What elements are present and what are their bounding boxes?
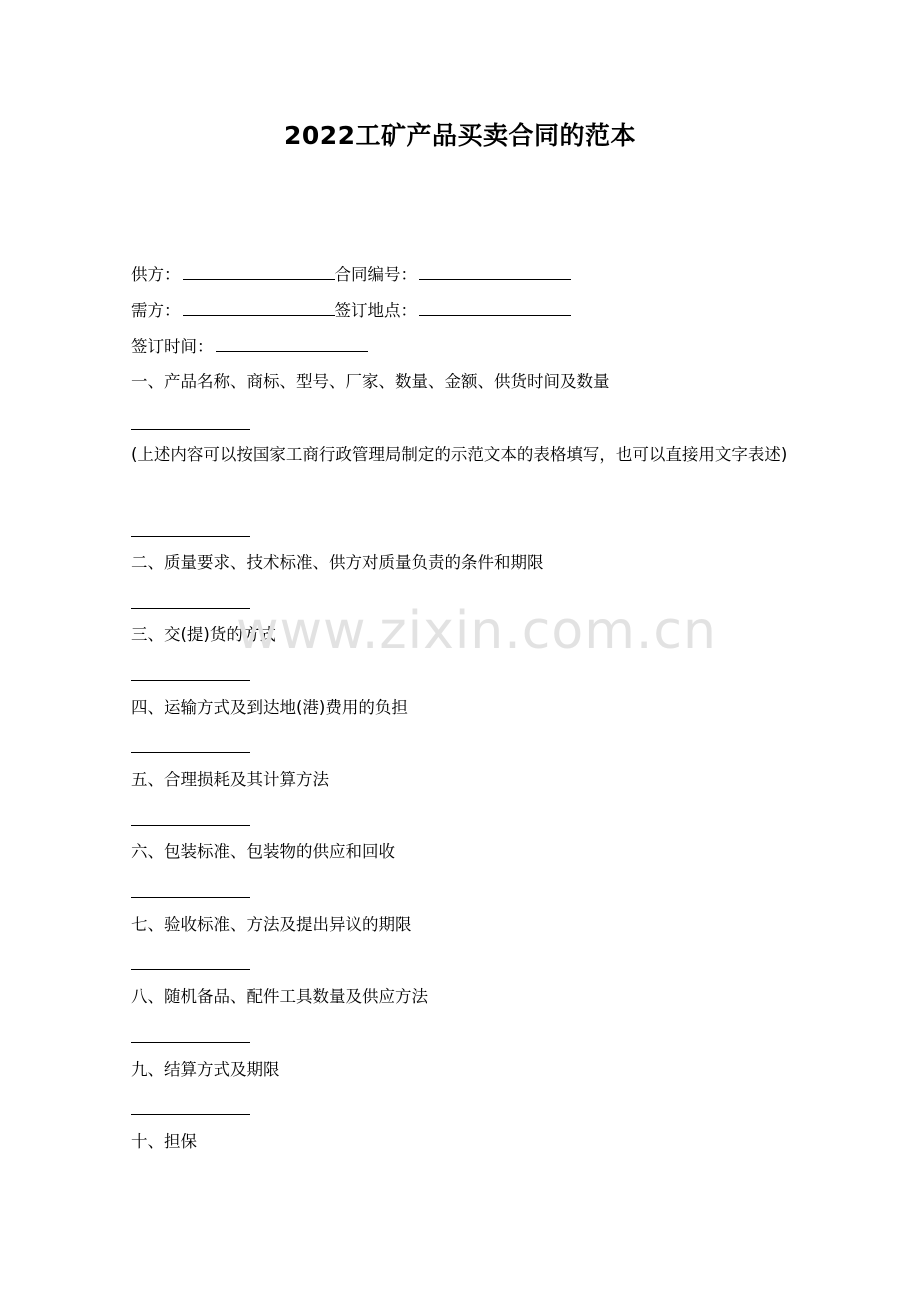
section-blank[interactable] [131,1114,250,1115]
section-blank[interactable] [131,752,250,753]
field-row-supplier [131,263,571,286]
section-heading: 七、验收标准、方法及提出异议的期限 [131,915,412,934]
field-row-buyer [131,299,571,322]
sign-place-label: 签订地点： [334,301,417,320]
note-paragraph: (上述内容可以按国家工商行政管理局制定的示范文本的表格填写，也可以直接用文字表述) [131,445,788,464]
section-blank[interactable] [131,969,250,970]
section-heading: 二、质量要求、技术标准、供方对质量负责的条件和期限 [131,553,544,572]
section-heading: 六、包装标准、包装物的供应和回收 [131,842,395,861]
document-title: 2022工矿产品买卖合同的范本 [283,121,637,150]
contract-no-blank[interactable] [419,263,571,280]
section-heading: 四、运输方式及到达地(港)费用的负担 [131,698,408,717]
sign-time-blank[interactable] [216,335,368,352]
sign-time-label: 签订时间： [131,337,214,356]
section-blank[interactable] [131,1042,250,1043]
section-heading: 一、产品名称、商标、型号、厂家、数量、金额、供货时间及数量 [131,372,610,391]
section-blank[interactable] [131,680,250,681]
section-heading: 十、担保 [131,1132,197,1151]
section-heading: 三、交(提)货的方式 [131,625,276,644]
section-blank[interactable] [131,897,250,898]
section-heading: 五、合理损耗及其计算方法 [131,770,329,789]
section-blank[interactable] [131,536,250,537]
watermark-text: www.zixin.com.cn [236,601,717,661]
section-heading: 八、随机备品、配件工具数量及供应方法 [131,987,428,1006]
field-row-sign-time [131,335,368,358]
sign-place-blank[interactable] [419,299,571,316]
supplier-blank[interactable] [183,263,335,280]
section-heading: 九、结算方式及期限 [131,1060,280,1079]
supplier-label: 供方： [131,265,181,284]
section-blank[interactable] [131,825,250,826]
contract-no-label: 合同编号： [334,265,417,284]
buyer-label: 需方： [131,301,181,320]
section-blank[interactable] [131,429,250,430]
buyer-blank[interactable] [183,299,335,316]
section-blank[interactable] [131,608,250,609]
